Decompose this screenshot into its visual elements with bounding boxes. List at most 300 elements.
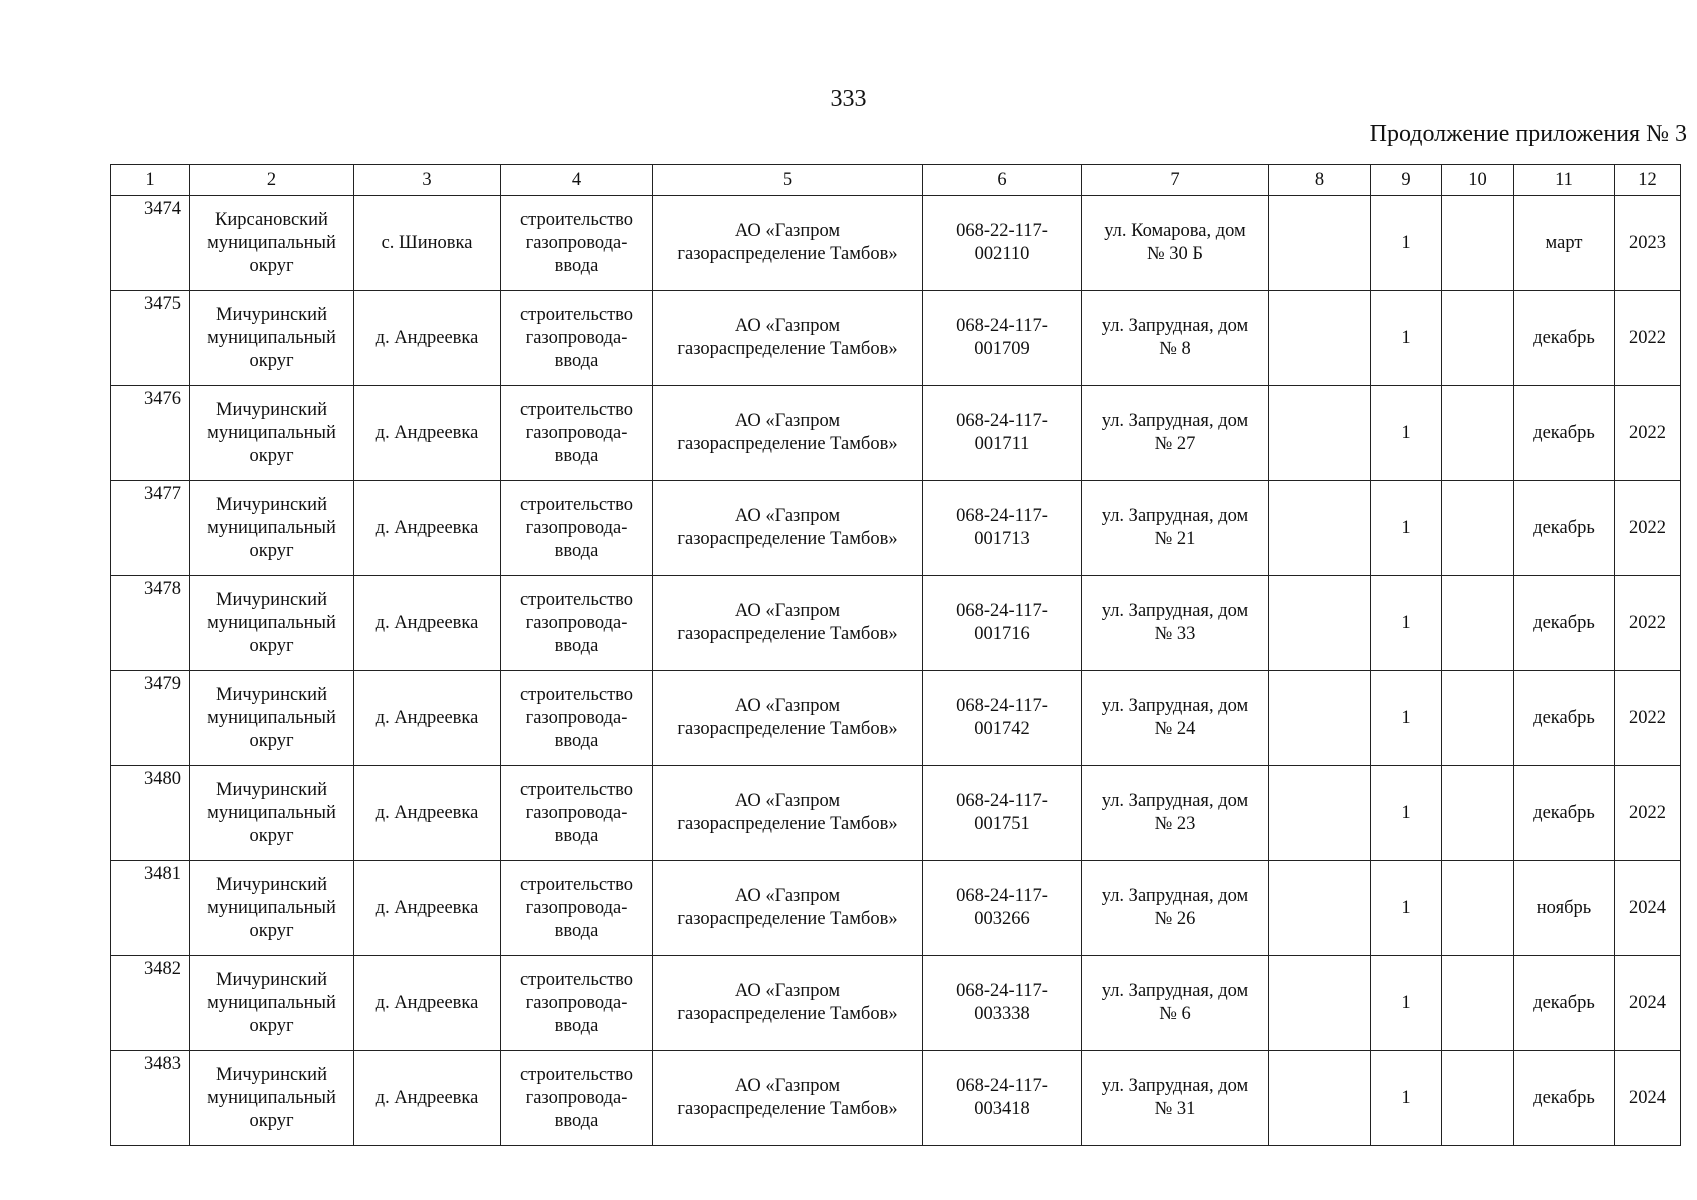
organization-text: газораспределение Тамбов»	[677, 1099, 898, 1119]
work-type-cell	[501, 766, 653, 861]
object-code-text: 068-24-117-	[956, 506, 1048, 526]
work-type-text: газопровода-	[525, 327, 628, 348]
month-cell	[1514, 671, 1615, 766]
organization-text: газораспределение Тамбов»	[677, 244, 898, 264]
work-type-text: ввода	[554, 635, 599, 656]
quantity-cell	[1371, 386, 1442, 481]
work-type-text: ввода	[554, 255, 599, 276]
row-number-cell	[111, 956, 190, 1051]
object-code-text: 003266	[974, 909, 1030, 929]
object-code-cell	[923, 291, 1082, 386]
month-cell	[1514, 956, 1615, 1051]
row-number: 3476	[144, 389, 181, 409]
organization-cell	[653, 196, 923, 291]
address-text: ул. Запрудная, дом	[1101, 981, 1249, 1001]
address-text: № 24	[1154, 719, 1196, 739]
district-text: Мичуринский	[216, 779, 327, 800]
object-code-cell	[923, 671, 1082, 766]
work-type-cell	[501, 576, 653, 671]
address-text: ул. Запрудная, дом	[1101, 886, 1249, 906]
object-code-text: 068-24-117-	[956, 886, 1048, 906]
quantity-cell	[1371, 291, 1442, 386]
month-text: декабрь	[1533, 1087, 1595, 1108]
row-number: 3478	[144, 579, 181, 599]
organization-text: АО «Газпром	[734, 316, 841, 336]
district-text: округ	[249, 350, 294, 371]
address-text: № 6	[1159, 1004, 1191, 1024]
district-cell	[190, 766, 354, 861]
locality-cell	[354, 576, 501, 671]
work-type-cell	[501, 861, 653, 956]
locality-cell	[354, 291, 501, 386]
organization-text: газораспределение Тамбов»	[677, 909, 898, 929]
row-number: 3480	[144, 769, 181, 789]
work-type-text: ввода	[554, 1015, 599, 1036]
address-text: № 33	[1154, 624, 1196, 644]
locality-cell	[354, 861, 501, 956]
district-text: муниципальный	[207, 327, 336, 348]
work-type-text: ввода	[554, 825, 599, 846]
locality-text: д. Андреевка	[375, 1087, 479, 1108]
locality-text: д. Андреевка	[375, 327, 479, 348]
month-text: март	[1545, 232, 1583, 253]
district-text: Мичуринский	[216, 494, 327, 515]
district-text: Кирсановский	[215, 209, 328, 230]
column-10-cell	[1442, 576, 1514, 671]
quantity-cell	[1371, 481, 1442, 576]
district-text: муниципальный	[207, 517, 336, 538]
year-text: 2023	[1629, 232, 1666, 253]
year-text: 2022	[1629, 422, 1666, 443]
object-code-text: 003338	[974, 1004, 1030, 1024]
month-text: декабрь	[1533, 517, 1595, 538]
work-type-text: газопровода-	[525, 517, 628, 538]
quantity-value: 1	[1401, 707, 1411, 728]
address-text: ул. Запрудная, дом	[1101, 696, 1249, 716]
object-code-cell	[923, 481, 1082, 576]
district-cell	[190, 576, 354, 671]
organization-text: АО «Газпром	[734, 221, 841, 241]
column-10-cell	[1442, 671, 1514, 766]
year-text: 2022	[1629, 327, 1666, 348]
district-cell	[190, 861, 354, 956]
district-text: округ	[249, 255, 294, 276]
page-number: 333	[830, 86, 867, 112]
year-cell	[1615, 196, 1681, 291]
district-text: муниципальный	[207, 802, 336, 823]
organization-cell	[653, 766, 923, 861]
organization-text: газораспределение Тамбов»	[677, 814, 898, 834]
locality-cell	[354, 386, 501, 481]
locality-cell	[354, 766, 501, 861]
locality-text: д. Андреевка	[375, 612, 479, 633]
district-text: муниципальный	[207, 1087, 336, 1108]
district-text: муниципальный	[207, 422, 336, 443]
organization-text: газораспределение Тамбов»	[677, 434, 898, 454]
table-row	[111, 386, 1681, 481]
row-number-cell	[111, 291, 190, 386]
quantity-value: 1	[1401, 992, 1411, 1013]
organization-cell	[653, 1051, 923, 1146]
table-header-row	[111, 165, 1681, 196]
column-8-cell	[1269, 481, 1371, 576]
object-code-text: 068-24-117-	[956, 316, 1048, 336]
appendix-table-container	[110, 164, 1680, 1146]
address-text: ул. Запрудная, дом	[1101, 506, 1249, 526]
row-number-cell	[111, 196, 190, 291]
organization-text: АО «Газпром	[734, 696, 841, 716]
column-header-11: 11	[1514, 165, 1615, 196]
work-type-text: ввода	[554, 350, 599, 371]
table-row	[111, 481, 1681, 576]
month-text: декабрь	[1533, 802, 1595, 823]
object-code-text: 001751	[974, 814, 1030, 834]
object-code-text: 002110	[974, 244, 1030, 264]
address-cell	[1082, 1051, 1269, 1146]
organization-text: АО «Газпром	[734, 601, 841, 621]
organization-text: газораспределение Тамбов»	[677, 1004, 898, 1024]
appendix-continuation-title: Продолжение приложения № 3	[1369, 121, 1687, 147]
year-cell	[1615, 1051, 1681, 1146]
object-code-text: 068-24-117-	[956, 791, 1048, 811]
column-8-cell	[1269, 956, 1371, 1051]
row-number: 3481	[144, 864, 181, 884]
year-text: 2024	[1629, 1087, 1666, 1108]
district-cell	[190, 386, 354, 481]
object-code-text: 068-24-117-	[956, 1076, 1048, 1096]
column-8-cell	[1269, 291, 1371, 386]
quantity-cell	[1371, 196, 1442, 291]
district-text: Мичуринский	[216, 304, 327, 325]
work-type-text: строительство	[519, 969, 634, 990]
month-cell	[1514, 766, 1615, 861]
column-8-cell	[1269, 196, 1371, 291]
organization-text: АО «Газпром	[734, 791, 841, 811]
address-cell	[1082, 956, 1269, 1051]
object-code-cell	[923, 196, 1082, 291]
column-10-cell	[1442, 861, 1514, 956]
locality-text: д. Андреевка	[375, 897, 479, 918]
month-text: декабрь	[1533, 612, 1595, 633]
row-number-cell	[111, 1051, 190, 1146]
month-cell	[1514, 291, 1615, 386]
work-type-text: газопровода-	[525, 802, 628, 823]
address-text: № 27	[1154, 434, 1196, 454]
month-cell	[1514, 576, 1615, 671]
quantity-cell	[1371, 671, 1442, 766]
year-cell	[1615, 386, 1681, 481]
district-text: округ	[249, 540, 294, 561]
address-cell	[1082, 671, 1269, 766]
district-text: округ	[249, 825, 294, 846]
district-text: Мичуринский	[216, 1064, 327, 1085]
address-text: № 30 Б	[1146, 244, 1204, 264]
row-number-cell	[111, 386, 190, 481]
table-row	[111, 576, 1681, 671]
address-cell	[1082, 291, 1269, 386]
year-text: 2024	[1629, 897, 1666, 918]
table-row	[111, 671, 1681, 766]
quantity-cell	[1371, 861, 1442, 956]
table-row	[111, 1051, 1681, 1146]
locality-text: с. Шиновка	[381, 232, 473, 253]
district-text: Мичуринский	[216, 399, 327, 420]
object-code-text: 068-24-117-	[956, 981, 1048, 1001]
column-8-cell	[1269, 671, 1371, 766]
address-text: ул. Запрудная, дом	[1101, 791, 1249, 811]
column-header-2: 2	[190, 165, 354, 196]
address-text: № 23	[1154, 814, 1196, 834]
work-type-text: строительство	[519, 494, 634, 515]
work-type-text: газопровода-	[525, 422, 628, 443]
address-text: ул. Запрудная, дом	[1101, 411, 1249, 431]
address-text: № 8	[1159, 339, 1191, 359]
work-type-cell	[501, 481, 653, 576]
row-number: 3483	[144, 1054, 181, 1074]
organization-cell	[653, 861, 923, 956]
column-10-cell	[1442, 386, 1514, 481]
object-code-text: 001713	[974, 529, 1030, 549]
month-text: декабрь	[1533, 707, 1595, 728]
district-text: округ	[249, 445, 294, 466]
month-text: декабрь	[1533, 327, 1595, 348]
address-text: № 26	[1154, 909, 1196, 929]
district-cell	[190, 956, 354, 1051]
object-code-text: 003418	[974, 1099, 1030, 1119]
column-header-10: 10	[1442, 165, 1514, 196]
column-10-cell	[1442, 481, 1514, 576]
table-row	[111, 766, 1681, 861]
row-number: 3474	[144, 199, 181, 219]
quantity-cell	[1371, 576, 1442, 671]
column-header-12: 12	[1615, 165, 1681, 196]
object-code-cell	[923, 386, 1082, 481]
column-8-cell	[1269, 861, 1371, 956]
locality-text: д. Андреевка	[375, 422, 479, 443]
year-cell	[1615, 291, 1681, 386]
object-code-text: 001716	[974, 624, 1030, 644]
work-type-text: ввода	[554, 920, 599, 941]
object-code-text: 068-24-117-	[956, 601, 1048, 621]
work-type-text: газопровода-	[525, 612, 628, 633]
district-text: округ	[249, 635, 294, 656]
address-text: ул. Запрудная, дом	[1101, 1076, 1249, 1096]
object-code-cell	[923, 766, 1082, 861]
table-body	[111, 196, 1681, 1146]
month-cell	[1514, 386, 1615, 481]
row-number-cell	[111, 861, 190, 956]
object-code-cell	[923, 861, 1082, 956]
column-10-cell	[1442, 1051, 1514, 1146]
row-number-cell	[111, 766, 190, 861]
quantity-value: 1	[1401, 422, 1411, 443]
address-text: № 21	[1154, 529, 1196, 549]
district-cell	[190, 196, 354, 291]
column-8-cell	[1269, 1051, 1371, 1146]
month-cell	[1514, 196, 1615, 291]
organization-text: газораспределение Тамбов»	[677, 624, 898, 644]
work-type-cell	[501, 196, 653, 291]
district-text: муниципальный	[207, 232, 336, 253]
year-cell	[1615, 956, 1681, 1051]
district-cell	[190, 291, 354, 386]
district-text: Мичуринский	[216, 874, 327, 895]
row-number: 3475	[144, 294, 181, 314]
table-row	[111, 861, 1681, 956]
organization-text: АО «Газпром	[734, 411, 841, 431]
organization-text: АО «Газпром	[734, 1076, 841, 1096]
organization-cell	[653, 576, 923, 671]
object-code-text: 068-24-117-	[956, 696, 1048, 716]
district-text: муниципальный	[207, 612, 336, 633]
work-type-text: строительство	[519, 684, 634, 705]
quantity-cell	[1371, 956, 1442, 1051]
organization-text: АО «Газпром	[734, 506, 841, 526]
district-text: Мичуринский	[216, 589, 327, 610]
column-header-3: 3	[354, 165, 501, 196]
work-type-text: строительство	[519, 874, 634, 895]
district-cell	[190, 481, 354, 576]
year-text: 2022	[1629, 612, 1666, 633]
district-text: округ	[249, 920, 294, 941]
quantity-cell	[1371, 1051, 1442, 1146]
column-header-4: 4	[501, 165, 653, 196]
organization-text: газораспределение Тамбов»	[677, 339, 898, 359]
address-cell	[1082, 576, 1269, 671]
month-cell	[1514, 1051, 1615, 1146]
work-type-text: строительство	[519, 1064, 634, 1085]
column-10-cell	[1442, 956, 1514, 1051]
locality-cell	[354, 196, 501, 291]
object-code-text: 001711	[974, 434, 1030, 454]
column-header-1: 1	[111, 165, 190, 196]
column-8-cell	[1269, 766, 1371, 861]
locality-cell	[354, 956, 501, 1051]
object-code-cell	[923, 1051, 1082, 1146]
year-cell	[1615, 766, 1681, 861]
row-number-cell	[111, 481, 190, 576]
district-text: Мичуринский	[216, 969, 327, 990]
organization-text: газораспределение Тамбов»	[677, 529, 898, 549]
organization-text: газораспределение Тамбов»	[677, 719, 898, 739]
work-type-text: ввода	[554, 1110, 599, 1131]
year-text: 2022	[1629, 707, 1666, 728]
work-type-text: газопровода-	[525, 232, 628, 253]
column-10-cell	[1442, 196, 1514, 291]
organization-cell	[653, 291, 923, 386]
address-cell	[1082, 386, 1269, 481]
column-header-6: 6	[923, 165, 1082, 196]
organization-cell	[653, 671, 923, 766]
organization-cell	[653, 481, 923, 576]
locality-text: д. Андреевка	[375, 802, 479, 823]
column-header-8: 8	[1269, 165, 1371, 196]
row-number-cell	[111, 671, 190, 766]
organization-text: АО «Газпром	[734, 886, 841, 906]
row-number: 3482	[144, 959, 181, 979]
column-header-9: 9	[1371, 165, 1442, 196]
organization-cell	[653, 386, 923, 481]
object-code-cell	[923, 956, 1082, 1051]
month-cell	[1514, 861, 1615, 956]
row-number-cell	[111, 576, 190, 671]
work-type-text: ввода	[554, 540, 599, 561]
year-text: 2022	[1629, 802, 1666, 823]
work-type-text: строительство	[519, 304, 634, 325]
locality-cell	[354, 481, 501, 576]
address-text: № 31	[1154, 1099, 1196, 1119]
row-number: 3477	[144, 484, 181, 504]
column-10-cell	[1442, 766, 1514, 861]
column-8-cell	[1269, 386, 1371, 481]
column-10-cell	[1442, 291, 1514, 386]
month-text: декабрь	[1533, 992, 1595, 1013]
locality-cell	[354, 1051, 501, 1146]
work-type-text: газопровода-	[525, 707, 628, 728]
district-text: округ	[249, 1110, 294, 1131]
appendix-table	[110, 164, 1681, 1146]
table-row	[111, 291, 1681, 386]
column-header-7: 7	[1082, 165, 1269, 196]
work-type-text: газопровода-	[525, 1087, 628, 1108]
address-text: ул. Запрудная, дом	[1101, 601, 1249, 621]
district-text: округ	[249, 1015, 294, 1036]
work-type-text: строительство	[519, 399, 634, 420]
object-code-text: 001742	[974, 719, 1030, 739]
table-row	[111, 956, 1681, 1051]
month-cell	[1514, 481, 1615, 576]
column-8-cell	[1269, 576, 1371, 671]
locality-cell	[354, 671, 501, 766]
work-type-cell	[501, 291, 653, 386]
work-type-cell	[501, 671, 653, 766]
year-text: 2022	[1629, 517, 1666, 538]
work-type-cell	[501, 386, 653, 481]
district-text: муниципальный	[207, 707, 336, 728]
quantity-value: 1	[1401, 802, 1411, 823]
locality-text: д. Андреевка	[375, 707, 479, 728]
address-cell	[1082, 861, 1269, 956]
address-text: ул. Комарова, дом	[1104, 221, 1246, 241]
quantity-cell	[1371, 766, 1442, 861]
object-code-text: 068-24-117-	[956, 411, 1048, 431]
year-cell	[1615, 861, 1681, 956]
quantity-value: 1	[1401, 517, 1411, 538]
organization-text: АО «Газпром	[734, 981, 841, 1001]
work-type-text: газопровода-	[525, 992, 628, 1013]
object-code-cell	[923, 576, 1082, 671]
work-type-cell	[501, 1051, 653, 1146]
quantity-value: 1	[1401, 1087, 1411, 1108]
year-cell	[1615, 481, 1681, 576]
work-type-text: строительство	[519, 209, 634, 230]
locality-text: д. Андреевка	[375, 992, 479, 1013]
district-text: Мичуринский	[216, 684, 327, 705]
quantity-value: 1	[1401, 897, 1411, 918]
work-type-text: строительство	[519, 779, 634, 800]
work-type-text: ввода	[554, 730, 599, 751]
quantity-value: 1	[1401, 612, 1411, 633]
district-cell	[190, 671, 354, 766]
district-text: муниципальный	[207, 992, 336, 1013]
quantity-value: 1	[1401, 327, 1411, 348]
work-type-text: газопровода-	[525, 897, 628, 918]
month-text: декабрь	[1533, 422, 1595, 443]
year-cell	[1615, 576, 1681, 671]
district-text: муниципальный	[207, 897, 336, 918]
work-type-text: ввода	[554, 445, 599, 466]
row-number: 3479	[144, 674, 181, 694]
